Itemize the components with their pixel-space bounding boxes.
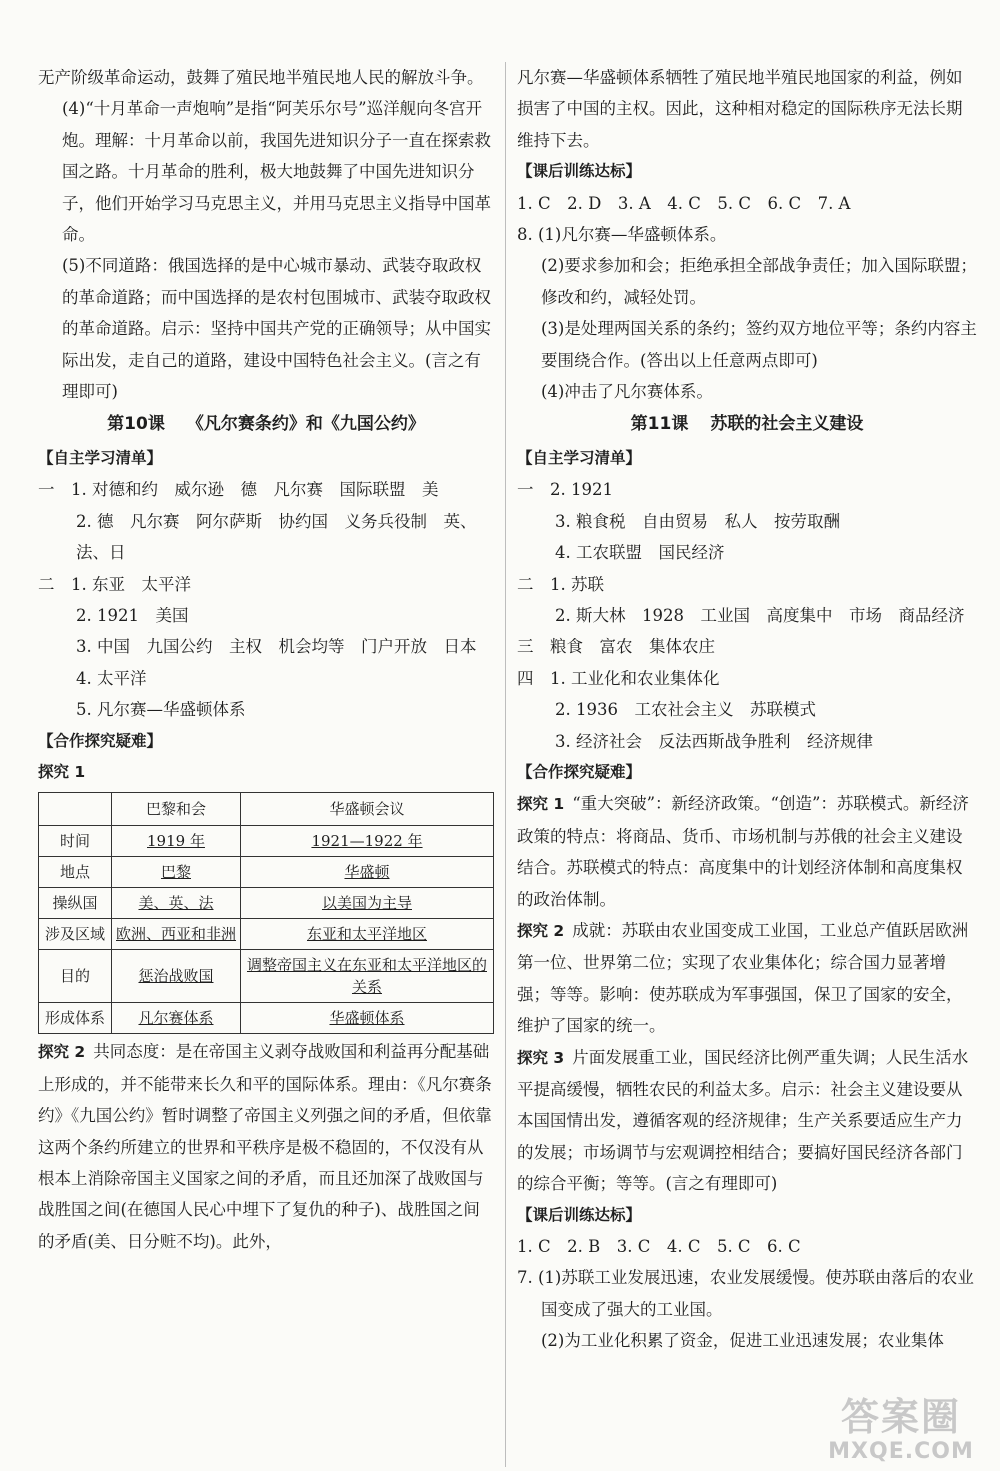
- section-self-study: 【自主学习清单】: [38, 448, 163, 467]
- tanjiu-1-label: 探究 1: [517, 795, 565, 814]
- tanjiu-3-text: 片面发展重工业，国民经济比例严重失调；人民生活水平提高缓慢，牺牲农民的利益太多。启示：社会主义建设要从本国国情出发，遵循客观的经济规律；生产关系要适应生产力的发展；市场调节与宏观调控相结合；要搞好国民经济各部门的综合平衡；等等。(言之有理即可): [517, 1047, 969, 1194]
- answer-4: (4)“十月革命一声炮响”是指“阿芙乐尔号”巡洋舰向冬宫开炮。理解：十月革命以前，我国先进知识分子一直在探索救国之路。十月革命的胜利，极大地鼓舞了中国先进知识分子，他们开始学习马克思主义，并用马克思主义指导中国革命。: [62, 99, 491, 245]
- comparison-table: [38, 792, 494, 1034]
- table-cell: 以美国为主导: [321, 894, 412, 913]
- table-cell: 惩治战败国: [138, 967, 214, 986]
- section-after-class: 【课后训练达标】: [517, 1205, 642, 1224]
- section-cooperative: 【合作探究疑难】: [38, 731, 163, 750]
- lesson-number: 第11课: [630, 414, 689, 435]
- watermark: [816, 1395, 986, 1465]
- right-column: [517, 62, 977, 1357]
- table-cell: 调整帝国主义在东亚和太平洋地区的关系: [246, 956, 487, 997]
- answer-5: (5)不同道路：俄国选择的是中心城市暴动、武装夺取政权的革命道路；而中国选择的是农村包围城市、武装夺取政权的革命道路。启示：坚持中国共产党的正确领导；从中国实际出发，走自己的道路，建设中国特色社会主义。(言之有理即可): [62, 256, 491, 402]
- watermark-logo-text: 答案圈: [840, 1395, 961, 1439]
- table-row: [39, 950, 494, 1003]
- table-cell: 欧洲、西亚和非洲: [116, 925, 237, 944]
- table-cell: 巴黎: [160, 863, 191, 882]
- tanjiu-1-text: “重大突破”：新经济政策。“创造”：苏联模式。新经济政策的特点：将商品、货币、市场机制与苏俄的社会主义建设结合。苏联模式的特点：高度集中的计划经济体制和高度集权的政治体制。: [517, 794, 969, 909]
- list-item: 二 1. 东亚 太平洋: [38, 574, 191, 594]
- table-cell: 华盛顿体系: [329, 1009, 405, 1028]
- table-row: [39, 857, 494, 888]
- row-header: 目的: [39, 950, 112, 1003]
- tanjiu-3-label: 探究 3: [517, 1048, 565, 1067]
- list-item: 4. 工农联盟 国民经济: [555, 543, 725, 563]
- table-cell: 1921—1922 年: [311, 832, 423, 851]
- list-item: 3. 中国 九国公约 主权 机会均等 门户开放 日本: [76, 637, 477, 657]
- answer-8-2: (2)要求参加和会；拒绝承担全部战争责任；加入国际联盟；修改和约，减轻处罚。: [541, 256, 977, 307]
- row-header: 涉及区域: [39, 919, 112, 950]
- section-cooperative: 【合作探究疑难】: [517, 762, 642, 781]
- tanjiu-2-text: 共同态度：是在帝国主义剥夺战败国和利益再分配基础上形成的，并不能带来长久和平的国际体系。理由：《凡尔赛条约》《九国公约》暂时调整了帝国主义列强之间的矛盾，但依靠这两个条约所建立的世界和平秩序是极不稳固的，不仅没有从根本上消除帝国主义国家之间的矛盾，而且还加深了战败国与战胜国之间(在德国人民心中埋下了复仇的种子)、战胜国之间的矛盾(美、日分赃不均)。此外，: [38, 1042, 492, 1251]
- tanjiu-2-label: 探究 2: [38, 1043, 86, 1062]
- answer-8-1: 8. (1)凡尔赛—华盛顿体系。: [517, 225, 727, 245]
- table-row: [39, 919, 494, 950]
- continued-text: 无产阶级革命运动，鼓舞了殖民地半殖民地人民的解放斗争。: [38, 68, 484, 87]
- continued-text: 凡尔赛—华盛顿体系牺牲了殖民地半殖民地国家的利益，例如损害了中国的主权。因此，这种相对稳定的国际秩序无法长期维持下去。: [517, 68, 963, 150]
- row-header: 地点: [39, 857, 112, 888]
- table-row: [39, 826, 494, 857]
- table-corner: [39, 793, 112, 826]
- list-item: 2. 德 凡尔赛 阿尔萨斯 协约国 义务兵役制 英、法、日: [76, 511, 477, 563]
- list-item: 四 1. 工业化和农业集体化: [517, 668, 720, 688]
- list-item: 4. 太平洋: [76, 668, 147, 688]
- column-divider: [505, 62, 506, 1467]
- table-cell: 东亚和太平洋地区: [306, 925, 427, 944]
- table-row: [39, 888, 494, 919]
- list-item: 3. 经济社会 反法西斯战争胜利 经济规律: [555, 731, 873, 751]
- answer-choices: 1. C 2. B 3. C 4. C 5. C 6. C: [517, 1237, 801, 1257]
- tanjiu-2-label: 探究 2: [517, 921, 565, 940]
- watermark-url: MXQE.COM: [828, 1439, 974, 1464]
- table-cell: 1919 年: [147, 832, 205, 851]
- list-item: 2. 斯大林 1928 工业国 高度集中 市场 商品经济: [555, 605, 965, 625]
- lesson-number: 第10课: [107, 414, 165, 435]
- table-cell: 凡尔赛体系: [138, 1009, 214, 1028]
- left-column: [38, 62, 494, 1257]
- section-self-study: 【自主学习清单】: [517, 448, 642, 467]
- row-header: 时间: [39, 826, 112, 857]
- list-item: 一 2. 1921: [517, 480, 613, 500]
- table-header-row: [39, 793, 494, 826]
- answer-7-1: 7. (1)苏联工业发展迅速，农业发展缓慢。使苏联由落后的农业国变成了强大的工业国。: [517, 1268, 974, 1319]
- row-header: 操纵国: [39, 888, 112, 919]
- lesson-11-title: [517, 409, 977, 440]
- list-item: 3. 粮食税 自由贸易 私人 按劳取酬: [555, 511, 840, 531]
- list-item: 2. 1921 美国: [76, 605, 189, 625]
- table-row: [39, 1003, 494, 1034]
- list-item: 2. 1936 工农社会主义 苏联模式: [555, 700, 816, 720]
- tanjiu-2: [517, 915, 977, 1042]
- lesson-10-title: [38, 409, 494, 440]
- section-after-class: 【课后训练达标】: [517, 162, 642, 181]
- tanjiu-2-text: 成就：苏联由农业国变成工业国，工业总产值跃居欧洲第一位、世界第二位；实现了农业集体化；综合国力显著增强；等等。影响：使苏联成为军事强国，保卫了国家的安全，维护了国家的统一。: [517, 920, 969, 1036]
- answer-7-2: (2)为工业化积累了资金，促进工业迅速发展；农业集体: [541, 1331, 944, 1351]
- lesson-name: 苏联的社会主义建设: [710, 414, 864, 435]
- table-header: 华盛顿会议: [241, 793, 494, 826]
- tanjiu-1-label: 探究 1: [38, 762, 86, 781]
- list-item: 二 1. 苏联: [517, 574, 604, 594]
- lesson-name: 《凡尔赛条约》和《九国公约》: [186, 414, 425, 435]
- table-cell: 华盛顿: [344, 863, 390, 882]
- answer-8-4: (4)冲击了凡尔赛体系。: [541, 382, 713, 402]
- list-item: 三 粮食 富农 集体农庄: [517, 637, 715, 657]
- tanjiu-1: [517, 788, 977, 915]
- table-cell: 美、英、法: [138, 894, 214, 913]
- tanjiu-3: [517, 1042, 977, 1200]
- list-item: 5. 凡尔赛—华盛顿体系: [76, 700, 246, 720]
- row-header: 形成体系: [39, 1003, 112, 1034]
- answer-8-3: (3)是处理两国关系的条约；签约双方地位平等；条约内容主要围绕合作。(答出以上任意两点即可): [541, 319, 977, 370]
- tanjiu-2: [38, 1036, 494, 1257]
- list-item: 一 1. 对德和约 威尔逊 德 凡尔赛 国际联盟 美: [38, 480, 439, 500]
- answer-choices: 1. C 2. D 3. A 4. C 5. C 6. C 7. A: [517, 193, 851, 213]
- table-header: 巴黎和会: [112, 793, 241, 826]
